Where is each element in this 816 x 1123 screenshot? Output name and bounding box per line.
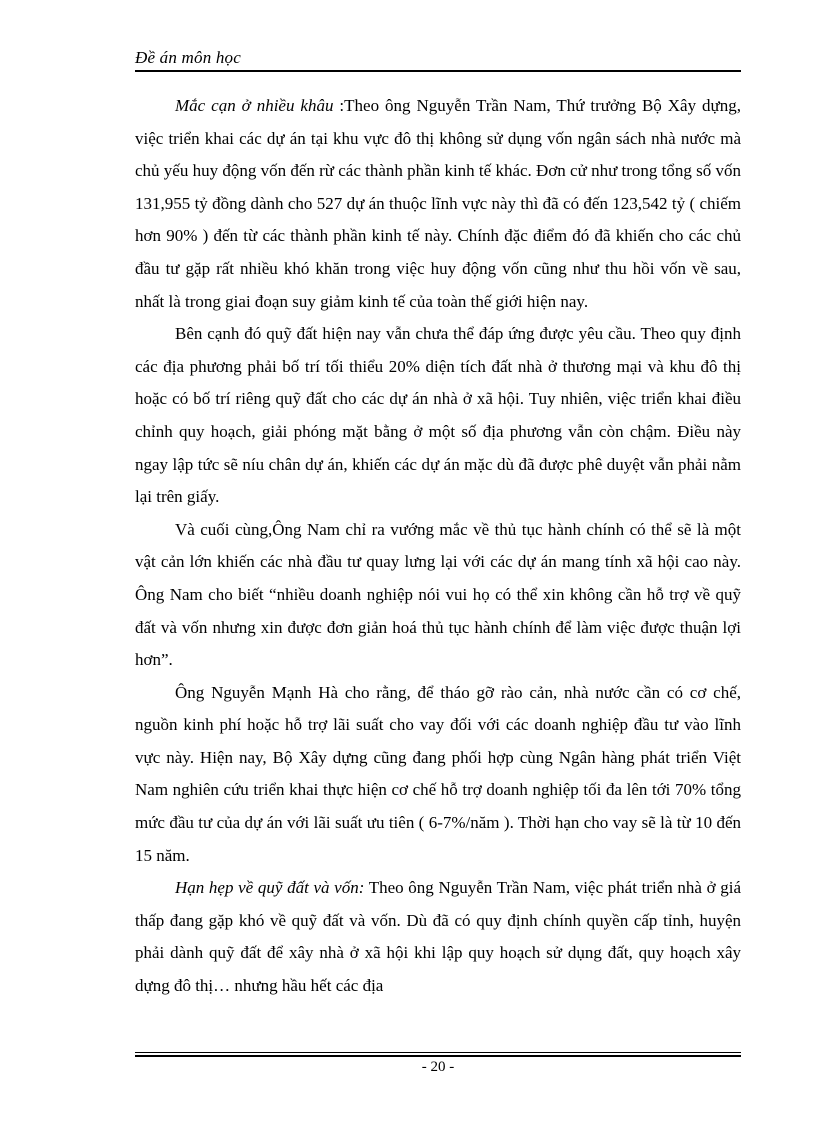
footer-rule-thin xyxy=(135,1052,741,1053)
paragraph-5-text: Theo ông Nguyễn Trần Nam, việc phát triển nhà ở giá thấp đang gặp khó về quỹ đất và vốn. Dù đã có quy định chính quyền cấp tỉnh, huyện phải dành quỹ đất để xây nhà ở xã hội khi lập quy hoạch sử dụng đất, quy hoạch xây dựng đô thị… nhưng hầu hết các địa xyxy=(135,878,742,996)
paragraph-2 xyxy=(135,318,741,514)
paragraph-4-text: Ông Nguyễn Mạnh Hà cho rằng, để tháo gỡ rào cản, nhà nước cần có cơ chế, nguồn kinh phí hoặc hỗ trợ lãi suất cho vay đối với các doanh nghiệp đầu tư vào lĩnh vực này. Hiện nay, Bộ Xây dựng cũng đang phối hợp cùng Ngân hàng phát triển Việt Nam nghiên cứu triển khai thực hiện cơ chế hỗ trợ doanh nghiệp tối đa lên tới 70% tổng mức đầu tư của dự án với lãi suất ưu tiên ( 6-7%/năm ). Thời hạn cho vay sẽ là từ 10 đến 15 năm. xyxy=(135,682,741,865)
paragraph-2-text: Bên cạnh đó quỹ đất hiện nay vẫn chưa thể đáp ứng được yêu cầu. Theo quy định các địa phương phải bố trí tối thiểu 20% diện tích đất nhà ở thương mại và khu đô thị hoặc có bố trí riêng quỹ đất cho các dự án nhà ở xã hội. Tuy nhiên, việc triển khai điều chỉnh quy hoạch, giải phóng mặt bằng ở một số địa phương vẫn còn chậm. Điều này ngay lập tức sẽ níu chân dự án, khiến các dự án mặc dù đã được phê duyệt vẫn phải nằm lại trên giấy. xyxy=(135,324,741,507)
header-rule xyxy=(135,70,741,72)
paragraph-1-lead: Mắc cạn ở nhiều khâu xyxy=(175,96,334,115)
page-number: - 20 - xyxy=(421,1059,455,1075)
paragraph-5 xyxy=(135,872,741,1002)
header-title: Đề án môn học xyxy=(135,48,241,67)
paragraph-4 xyxy=(135,677,741,873)
page-header xyxy=(135,46,741,70)
paragraph-3 xyxy=(135,514,741,677)
footer-rule-thick xyxy=(135,1055,741,1057)
body-text xyxy=(135,90,741,1003)
paragraph-3-text: Và cuối cùng,Ông Nam chỉ ra vướng mắc về thủ tục hành chính có thể sẽ là một vật cản lớn khiến các nhà đầu tư quay lưng lại với các dự án mang tính xã hội cao này. Ông Nam cho biết “nhiều doanh nghiệp nói vui họ có thể xin không cần hỗ trợ về quỹ đất và vốn nhưng xin được đơn giản hoá thủ tục hành chính để làm việc được thuận lợi hơn”. xyxy=(135,519,741,670)
paragraph-1-text: :Theo ông Nguyễn Trần Nam, Thứ trưởng Bộ Xây dựng, việc triển khai các dự án tại khu vực đô thị không sử dụng vốn ngân sách nhà nước mà chủ yếu huy động vốn đến rừ các thành phần kinh tế khác. Đơn cử như trong tổng số vốn 131,955 tỷ đồng dành cho 527 dự án thuộc lĩnh vực này thì đã có đến 123,542 tỷ ( chiếm hơn 90% ) đến từ các thành phần kinh tế này. Chính đặc điểm đó đã khiến cho các chủ đầu tư gặp rất nhiều khó khăn trong việc huy động vốn cũng như thu hồi vốn về sau, nhất là trong giai đoạn suy giảm kinh tế của toàn thế giới hiện nay. xyxy=(135,96,742,311)
paragraph-1 xyxy=(135,90,741,318)
paragraph-5-lead: Hạn hẹp về quỹ đất và vốn: xyxy=(175,878,365,898)
